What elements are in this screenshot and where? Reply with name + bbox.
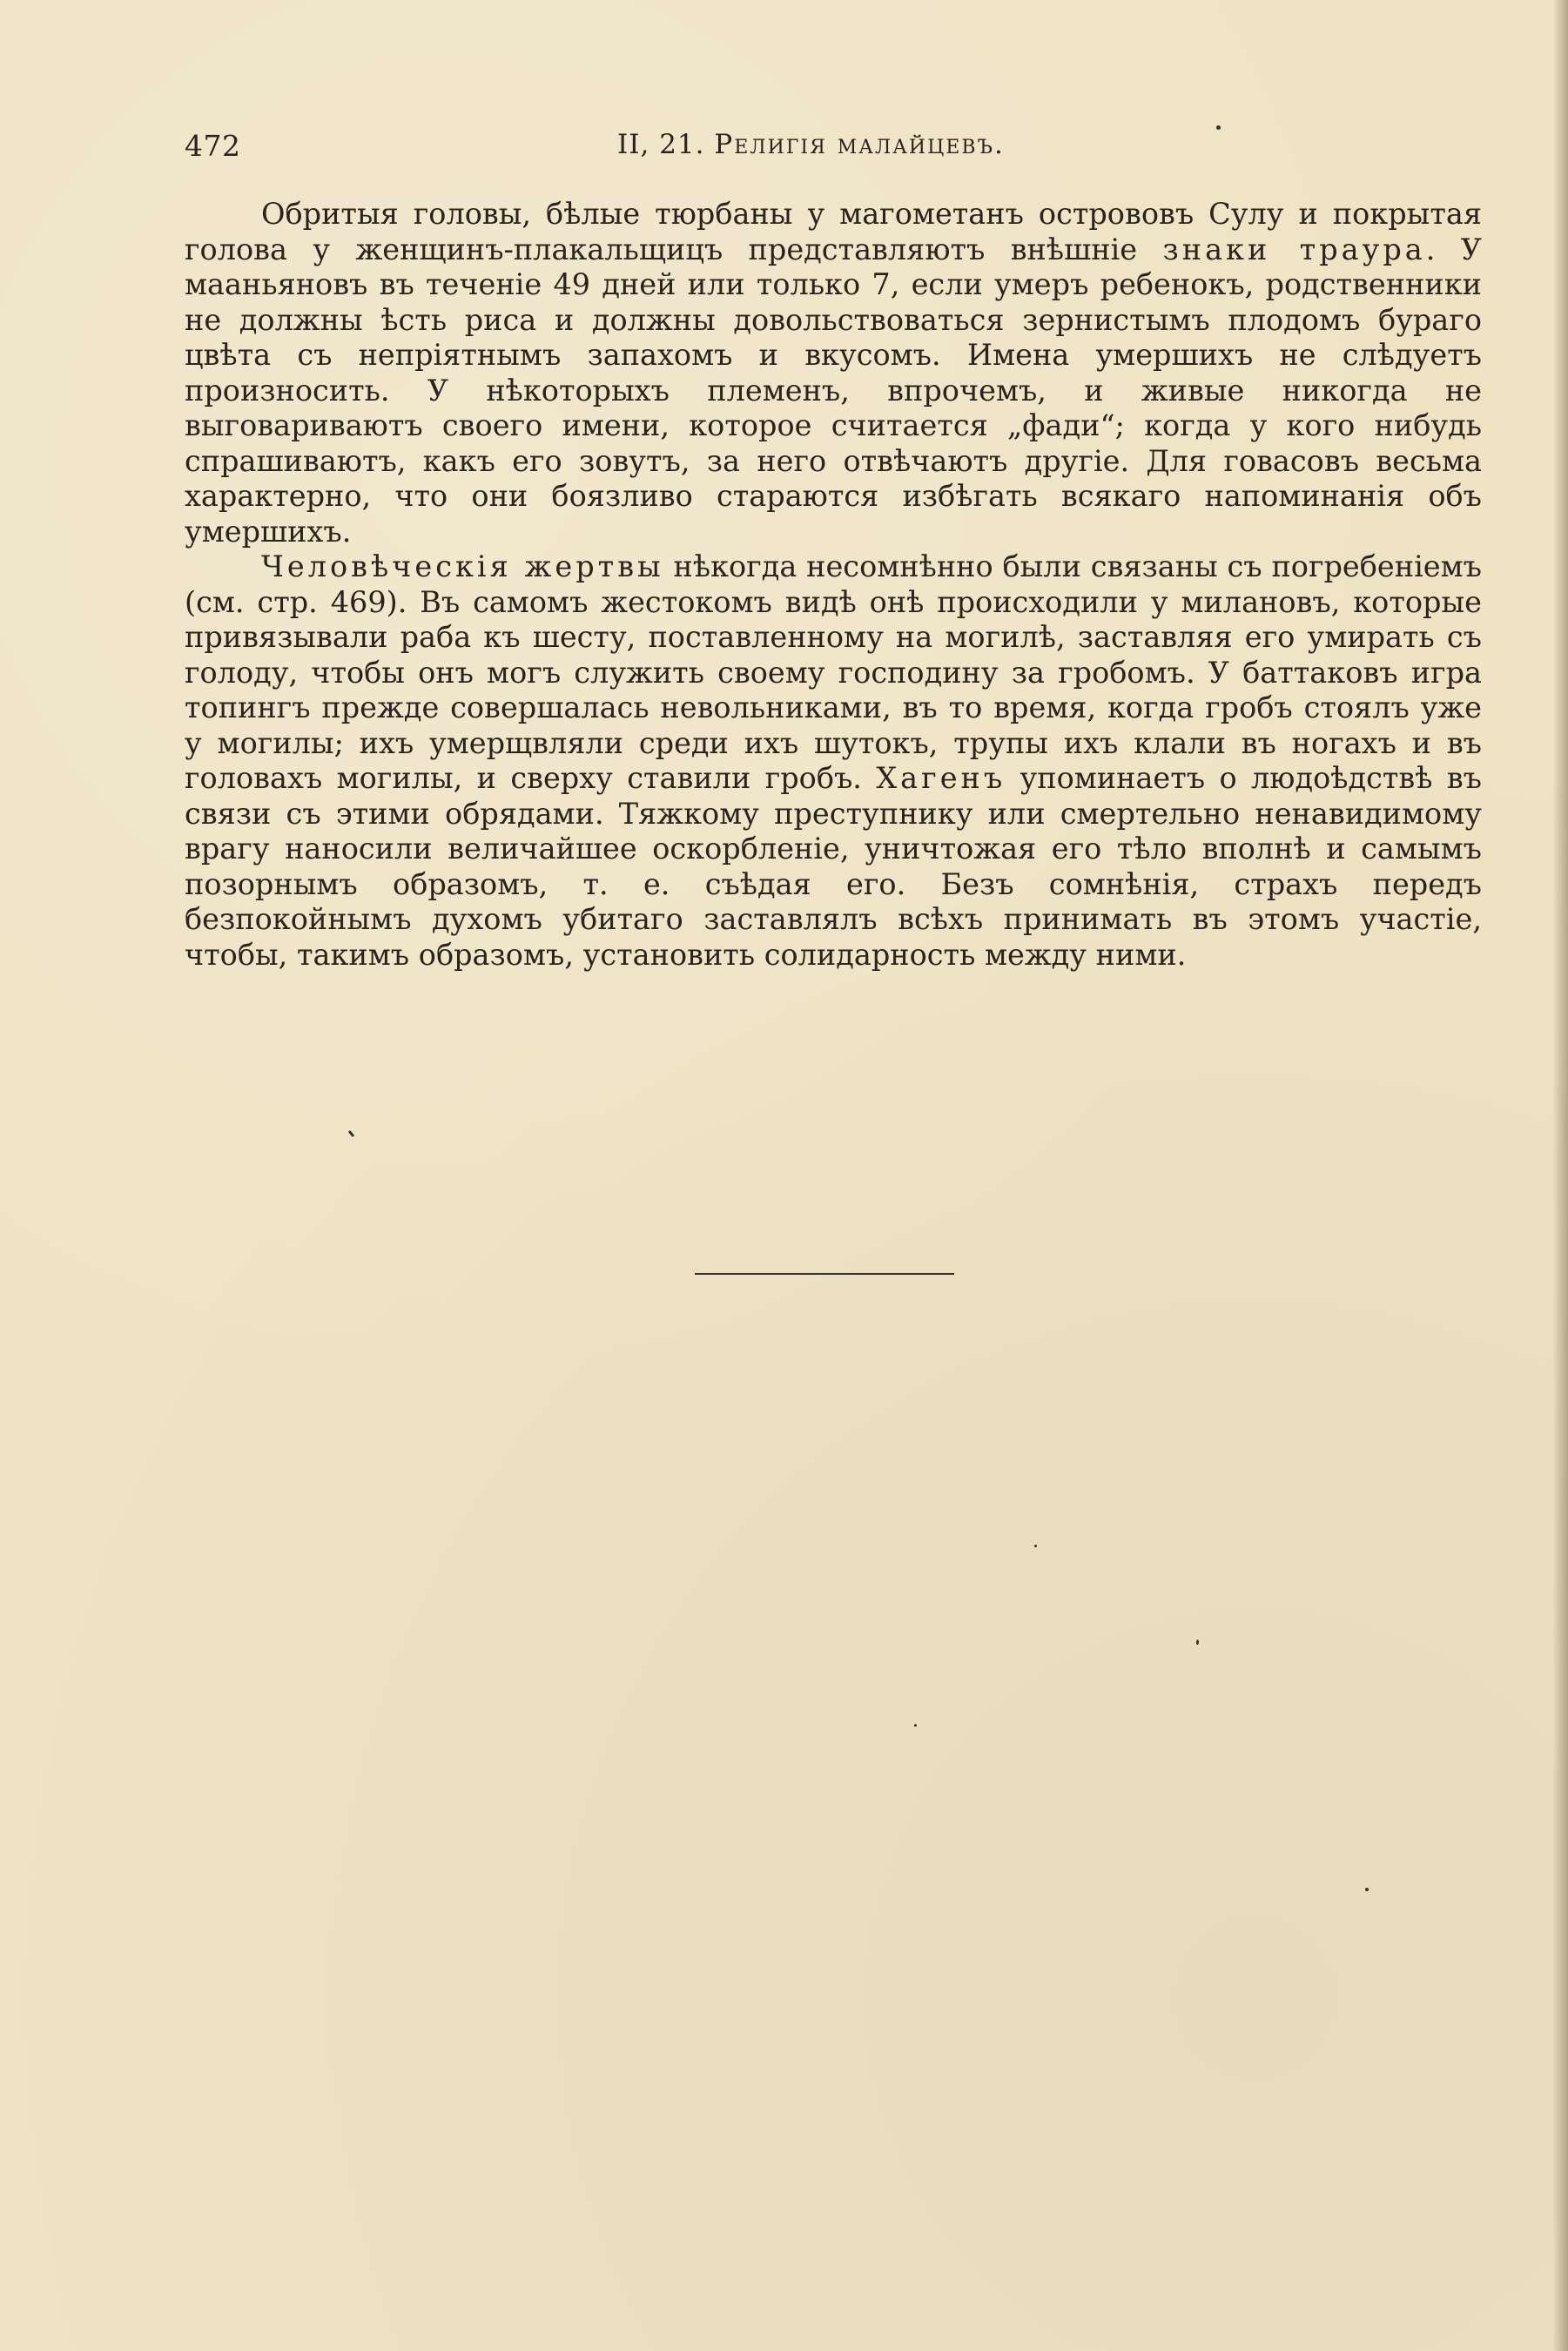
running-head [617,129,1005,160]
paragraph-text: упоминаетъ о людоѣдствѣ въ связи съ этими обрядами. Тяжкому преступнику или смертельно ненавидимому врагу наносили величайшее оскорбленіе, уничтожая его тѣло вполнѣ и самымъ позорнымъ образомъ, т. е. съѣдая его. Безъ сомнѣнія, страхъ передъ безпокойнымъ духомъ убитаго заставлялъ всѣхъ принимать въ этомъ участіе, чтобы, такимъ образомъ, установить солидарность между ними. [185,761,1482,972]
paragraph-mourning [185,197,1482,549]
paper-speck [1365,1888,1369,1891]
paragraph-text: Обритыя головы, бѣлые тюрбаны у магометанъ острововъ Сулу и покрытая голова у женщинъ-плакальщицъ представляютъ внѣшніе [185,197,1482,266]
body-text [185,197,1482,973]
paper-speck [1216,125,1221,130]
emphasized-term: Человѣческія жертвы [261,549,664,583]
section-number: II, 21. [617,129,705,160]
page-header [185,129,1482,167]
paragraph-text: нѣкогда несомнѣнно были связаны съ погребеніемъ (см. стр. 469). Въ самомъ жестокомъ видѣ онѣ происходили у милановъ, которые привязывали раба къ шесту, поставленному на могилѣ, заставляя его умирать съ голоду, чтобы онъ могъ служить своему господину за гробомъ. У баттаковъ игра топингъ прежде совершалась невольниками, въ то время, когда гробъ стоялъ уже у могилы; ихъ умерщвляли среди ихъ шутокъ, трупы ихъ клали въ ногахъ и въ головахъ могилы, и сверху ставили гробъ. [185,549,1482,795]
paragraph-human-sacrifice [185,549,1482,973]
paragraph-text: . У мааньяновъ въ теченіе 49 дней или только 7, если умеръ ребенокъ, родственники не должны ѣсть риса и должны довольствоваться зернистымъ плодомъ бураго цвѣта съ непріятнымъ запахомъ и вкусомъ. Имена умершихъ не слѣдуетъ произносить. У нѣкоторыхъ племенъ, впрочемъ, и живые никогда не выговариваютъ своего имени, которое считается „фади“; когда у кого нибудь спрашиваютъ, какъ его зовутъ, за него отвѣчаютъ другіе. Для говасовъ весьма характерно, что они боязливо стараются избѣгать всякаго напоминанія объ умершихъ. [185,232,1482,549]
page-number: 472 [185,129,241,163]
paper-speck [914,1724,917,1727]
emphasized-term: знаки траура [1162,232,1426,266]
emphasized-name: Хагенъ [876,761,1006,795]
running-title: Религія малайцевъ. [714,129,1005,160]
paper-speck [1196,1640,1199,1645]
paper-speck [1034,1545,1037,1547]
page-edge-shadow [1552,0,1568,2351]
paper-speck [348,1130,354,1137]
section-end-rule [695,1273,954,1275]
